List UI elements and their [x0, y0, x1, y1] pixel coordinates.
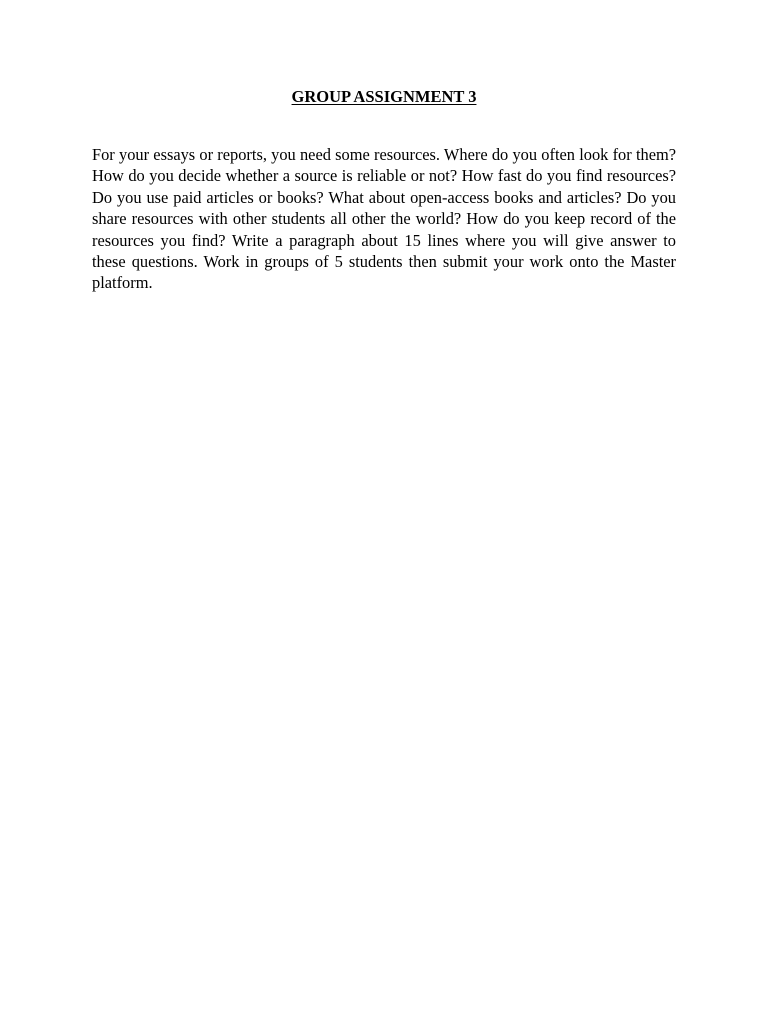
- assignment-instructions: For your essays or reports, you need some resources. Where do you often look for them? How do you decide whether a source is reliable or not? How fast do you find resources? Do you use paid articles or books? What about open-access books and articles? Do you share resources with other students all other the world? How do you keep record of the resources you find? Write a paragraph about 15 lines where you will give answer to these questions. Work in groups of 5 students then submit your work onto the Master platform.: [92, 145, 676, 293]
- assignment-title: GROUP ASSIGNMENT 3: [291, 87, 477, 106]
